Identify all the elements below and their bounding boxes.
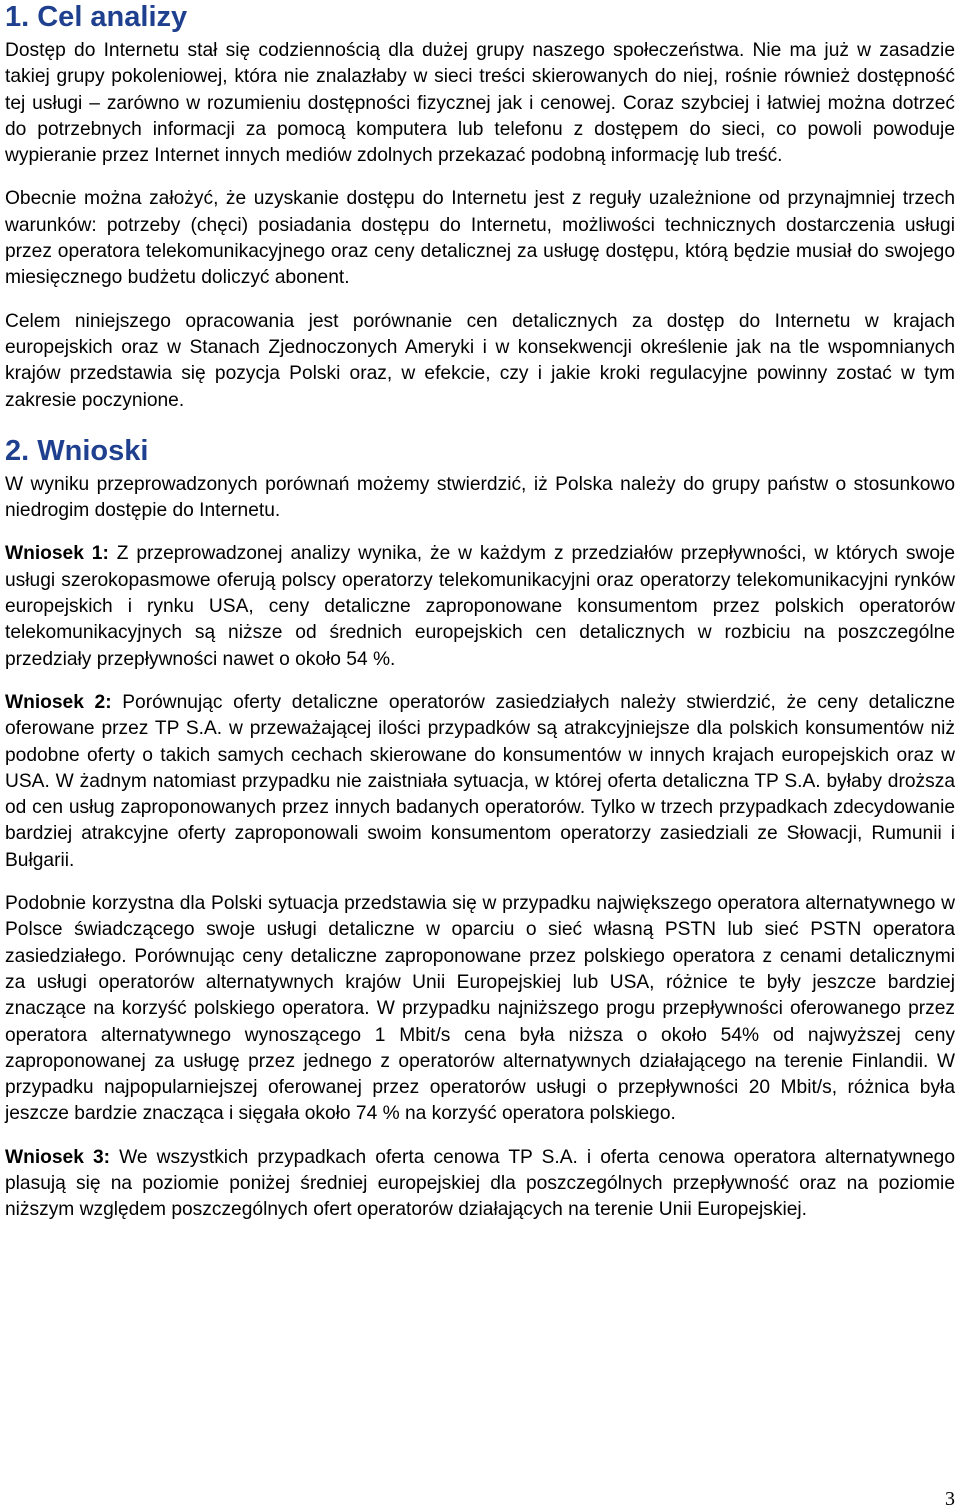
conclusion-text: Z przeprowadzonej analizy wynika, że w każdym z przedziałów przepływności, w których swoje usługi szerokopasmowe oferują polscy operatorzy telekomunikacyjni oraz operatorzy telekomunikacyjni rynków europejskich i rynku USA, ceny detaliczne zaproponowane konsumentom przez polskich operatorów telekomunikacyjnych są niższe od średnich europejskich cen detalicznych w rozbiciu na poszczególne przedziały przepływności nawet o około 54 %.	[5, 543, 955, 670]
conclusion-2	[5, 690, 955, 874]
paragraph: Celem niniejszego opracowania jest porównanie cen detalicznych za dostęp do Internetu w krajach europejskich oraz w Stanach Zjednoczonych Ameryki i w konsekwencji określenie jak na tle wspomnianych krajów przedstawia się pozycja Polski oraz, w efekcie, czy i jakie kroki regulacyjne powinny zostać w tym zakresie poczynione.	[5, 310, 955, 411]
conclusion-text: We wszystkich przypadkach oferta cenowa TP S.A. i oferta cenowa operatora alternatywnego plasują się na poziomie poniżej średniej europejskiej dla poszczególnych przepływność oraz na poziomie niższym względem poszczególnych ofert operatorów działających na terenie Unii Europejskiej.	[5, 1146, 955, 1221]
conclusion-label: Wniosek 1:	[5, 543, 109, 565]
paragraph: Podobnie korzystna dla Polski sytuacja przedstawia się w przypadku największego operatora alternatywnego w Polsce świadczącego swoje usługi detaliczne w oparciu o sieć własną PSTN lub sieć PSTN operatora zasiedziałego. Porównując ceny detaliczne zaproponowane przez polskiego operatora z cenami detalicznymi za usługi operatorów alternatywnych krajów Unii Europejskiej lub USA, różnice te były jeszcze bardziej znaczące na korzyść polskiego operatora. W przypadku najniższego progu przepływności oferowanego przez operatora alternatywnego wynoszącego 1 Mbit/s cena była niższa o około 54% od najwyższej ceny zaproponowanej za usługę przez jednego z operatorów alternatywnych działającego na terenie Finlandii. W przypadku najpopularniejszej oferowanej przez operatorów usługi o przepływności 20 Mbit/s, różnica była jeszcze bardzie znacząca i sięgała około 74 % na korzyść operatora polskiego.	[5, 893, 955, 1125]
conclusion-label: Wniosek 2:	[5, 691, 112, 713]
document-page	[5, 0, 955, 1224]
conclusion-text: Porównując oferty detaliczne operatorów zasiedziałych należy stwierdzić, że ceny detaliczne oferowane przez TP S.A. w przeważającej ilości przypadków są atrakcyjniejsze dla polskich konsumentów niż podobne oferty o takich samych cechach skierowane do konsumentów w innych krajach europejskich oraz w USA. W żadnym natomiast przypadku nie zaistniała sytuacja, w której oferta detaliczna TP S.A. byłaby droższa od cen usług zaproponowanych przez innych badanych operatorów. Tylko w trzech przypadkach zdecydowanie bardziej atrakcyjne oferty zaproponowali swoim konsumentom operatorzy zasiedziali ze Słowacji, Rumunii i Bułgarii.	[5, 691, 955, 871]
conclusion-3	[5, 1145, 955, 1224]
section-heading-cel-analizy: 1. Cel analizy	[5, 1, 188, 33]
conclusion-label: Wniosek 3:	[5, 1146, 111, 1168]
paragraph: Dostęp do Internetu stał się codziennością dla dużej grupy naszego społeczeństwa. Nie ma już w zasadzie takiej grupy pokoleniowej, która nie znalazłaby w sieci treści skierowanych do niej, rośnie również dostępność tej usługi – zarówno w rozumieniu dostępności fizycznej jak i cenowej. Coraz szybciej i łatwiej można dotrzeć do potrzebnych informacji za pomocą komputera lub telefonu z dostępem do sieci, co powoli powoduje wypieranie przez Internet innych mediów zdolnych przekazać podobną informację lub treść.	[5, 40, 955, 167]
section-heading-wnioski: 2. Wnioski	[5, 434, 149, 467]
paragraph: Obecnie można założyć, że uzyskanie dostępu do Internetu jest z reguły uzależnione od przynajmniej trzech warunków: potrzeby (chęci) posiadania dostępu do Internetu, możliwości technicznych dostarczenia usługi przez operatora telekomunikacyjnego oraz ceny detalicznej za usługę dostępu, którą będzie musiał do swojego miesięcznego budżetu doliczyć abonent.	[5, 188, 955, 289]
paragraph-intro: W wyniku przeprowadzonych porównań możemy stwierdzić, iż Polska należy do grupy państw o stosunkowo niedrogim dostępie do Internetu.	[5, 473, 955, 522]
page-number: 3	[945, 1488, 955, 1510]
conclusion-1	[5, 541, 955, 672]
